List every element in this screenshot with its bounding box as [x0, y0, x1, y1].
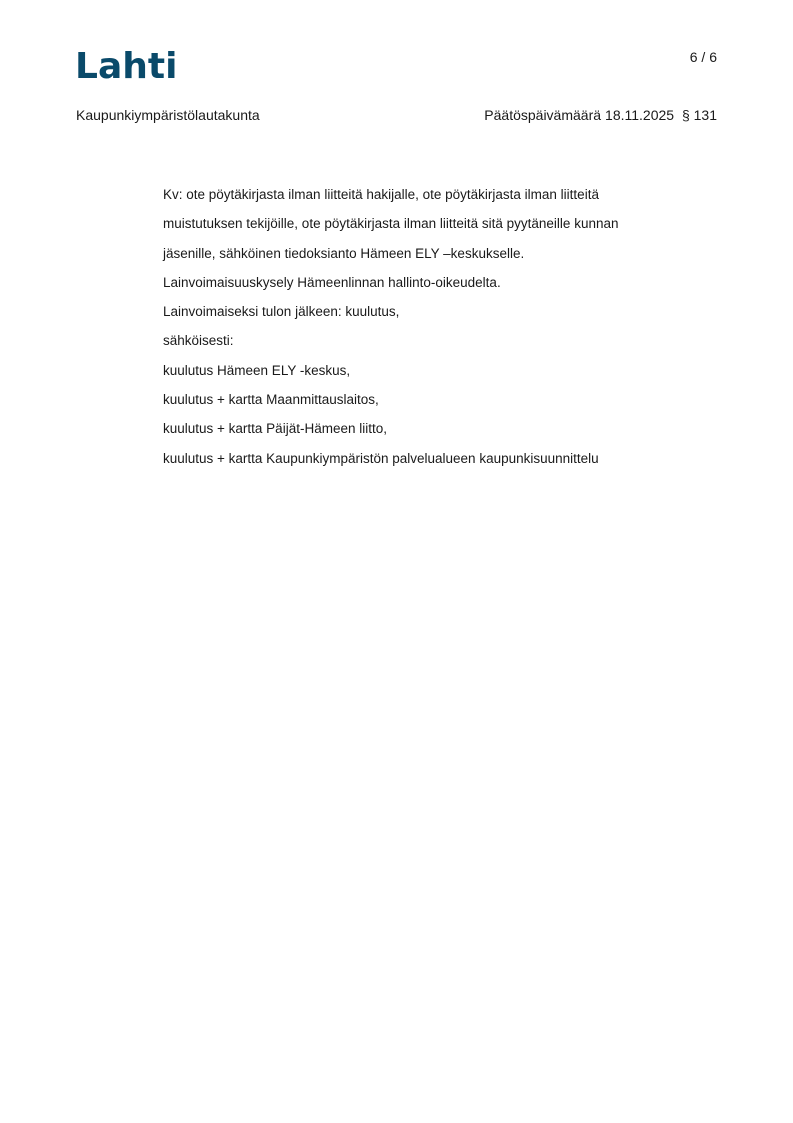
body-line: Lainvoimaisuuskysely Hämeenlinnan hallinto-oikeudelta. [163, 274, 501, 290]
body-line: kuulutus Hämeen ELY -keskus, [163, 362, 351, 378]
decision-date: 18.11.2025 [605, 107, 675, 123]
body-line: kuulutus + kartta Päijät-Hämeen liitto, [163, 421, 387, 437]
document-body [163, 180, 703, 473]
decision-meta [484, 107, 717, 123]
body-line: sähköisesti: [163, 333, 234, 349]
lahti-logo [75, 44, 178, 87]
body-line: Kv: ote pöytäkirjasta ilman liitteitä hakijalle, ote pöytäkirjasta ilman liitteitä [163, 187, 599, 202]
decision-date-label: Päätöspäivämäärä [484, 107, 602, 123]
body-line: muistutuksen tekijöille, ote pöytäkirjasta ilman liitteitä sitä pyytäneille kunnan [163, 216, 619, 232]
page-number: 6 / 6 [689, 49, 717, 65]
logo-wordmark: Lahti [75, 46, 178, 87]
organization-name: Kaupunkiympäristölautakunta [76, 107, 260, 123]
body-line: Lainvoimaiseksi tulon jälkeen: kuulutus, [163, 304, 400, 320]
section-number: § 131 [681, 107, 717, 123]
body-line: kuulutus + kartta Kaupunkiympäristön palvelualueen kaupunkisuunnittelu [163, 450, 599, 466]
body-line: kuulutus + kartta Maanmittauslaitos, [163, 392, 379, 408]
body-line: jäsenille, sähköinen tiedoksianto Hämeen ELY –keskukselle. [163, 245, 525, 261]
